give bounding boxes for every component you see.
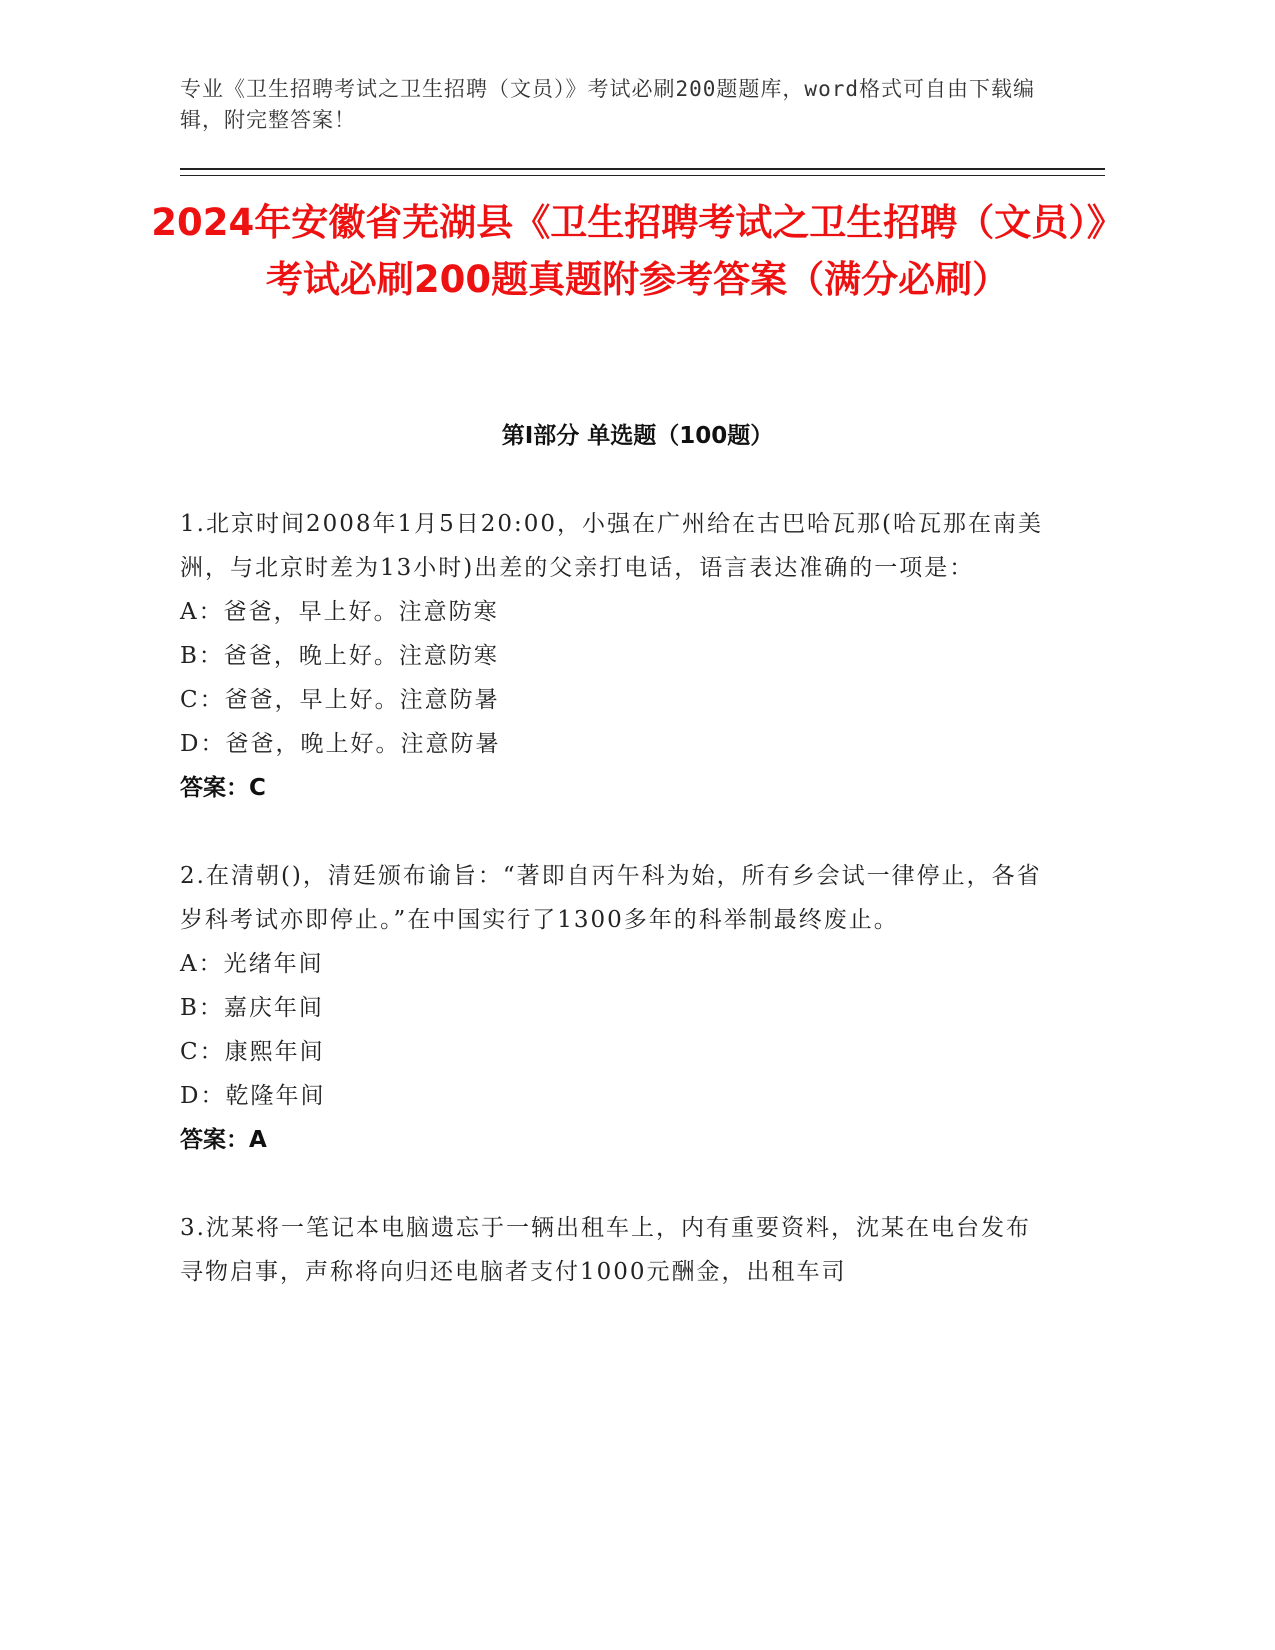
question-stem: 2.在清朝()，清廷颁布谕旨：“著即自丙午科为始，所有乡会试一律停止，各省岁科考试亦即停止。”在中国实行了1300多年的科举制最终废止。: [180, 863, 1042, 933]
answer: 答案：C: [180, 775, 266, 801]
option-c: C：康熙年间: [180, 1039, 325, 1065]
question-3: [180, 1206, 1050, 1294]
question-stem: 3.沈某将一笔记本电脑遗忘于一辆出租车上，内有重要资料，沈某在电台发布寻物启事，声称将向归还电脑者支付1000元酬金，出租车司: [180, 1215, 1031, 1285]
answer: 答案：A: [180, 1127, 267, 1153]
option-d: D：爸爸，晚上好。注意防暑: [180, 731, 501, 757]
option-c: C：爸爸，早上好。注意防暑: [180, 687, 500, 713]
question-list: [180, 502, 1050, 1338]
option-a: A：光绪年间: [180, 951, 324, 977]
option-d: D：乾隆年间: [180, 1083, 326, 1109]
option-b: B：嘉庆年间: [180, 995, 324, 1021]
header-rule-thin: [180, 175, 1105, 176]
document-title: 2024年安徽省芜湖县《卫生招聘考试之卫生招聘（文员）》考试必刷200题真题附参考答案（满分必刷）: [151, 201, 1124, 301]
section-heading: 第Ⅰ部分 单选题（100题）: [501, 423, 774, 449]
option-a: A：爸爸，早上好。注意防寒: [180, 599, 499, 625]
question-stem: 1.北京时间2008年1月5日20:00，小强在广州给在古巴哈瓦那(哈瓦那在南美洲，与北京时差为13小时)出差的父亲打电话，语言表达准确的一项是：: [180, 511, 1043, 581]
question-1: [180, 502, 1050, 810]
option-b: B：爸爸，晚上好。注意防寒: [180, 643, 499, 669]
question-2: [180, 854, 1050, 1162]
header-note: 专业《卫生招聘考试之卫生招聘（文员）》考试必刷200题题库，word格式可自由下载编辑，附完整答案！: [180, 77, 1035, 132]
header-rule-thick: [180, 168, 1105, 170]
